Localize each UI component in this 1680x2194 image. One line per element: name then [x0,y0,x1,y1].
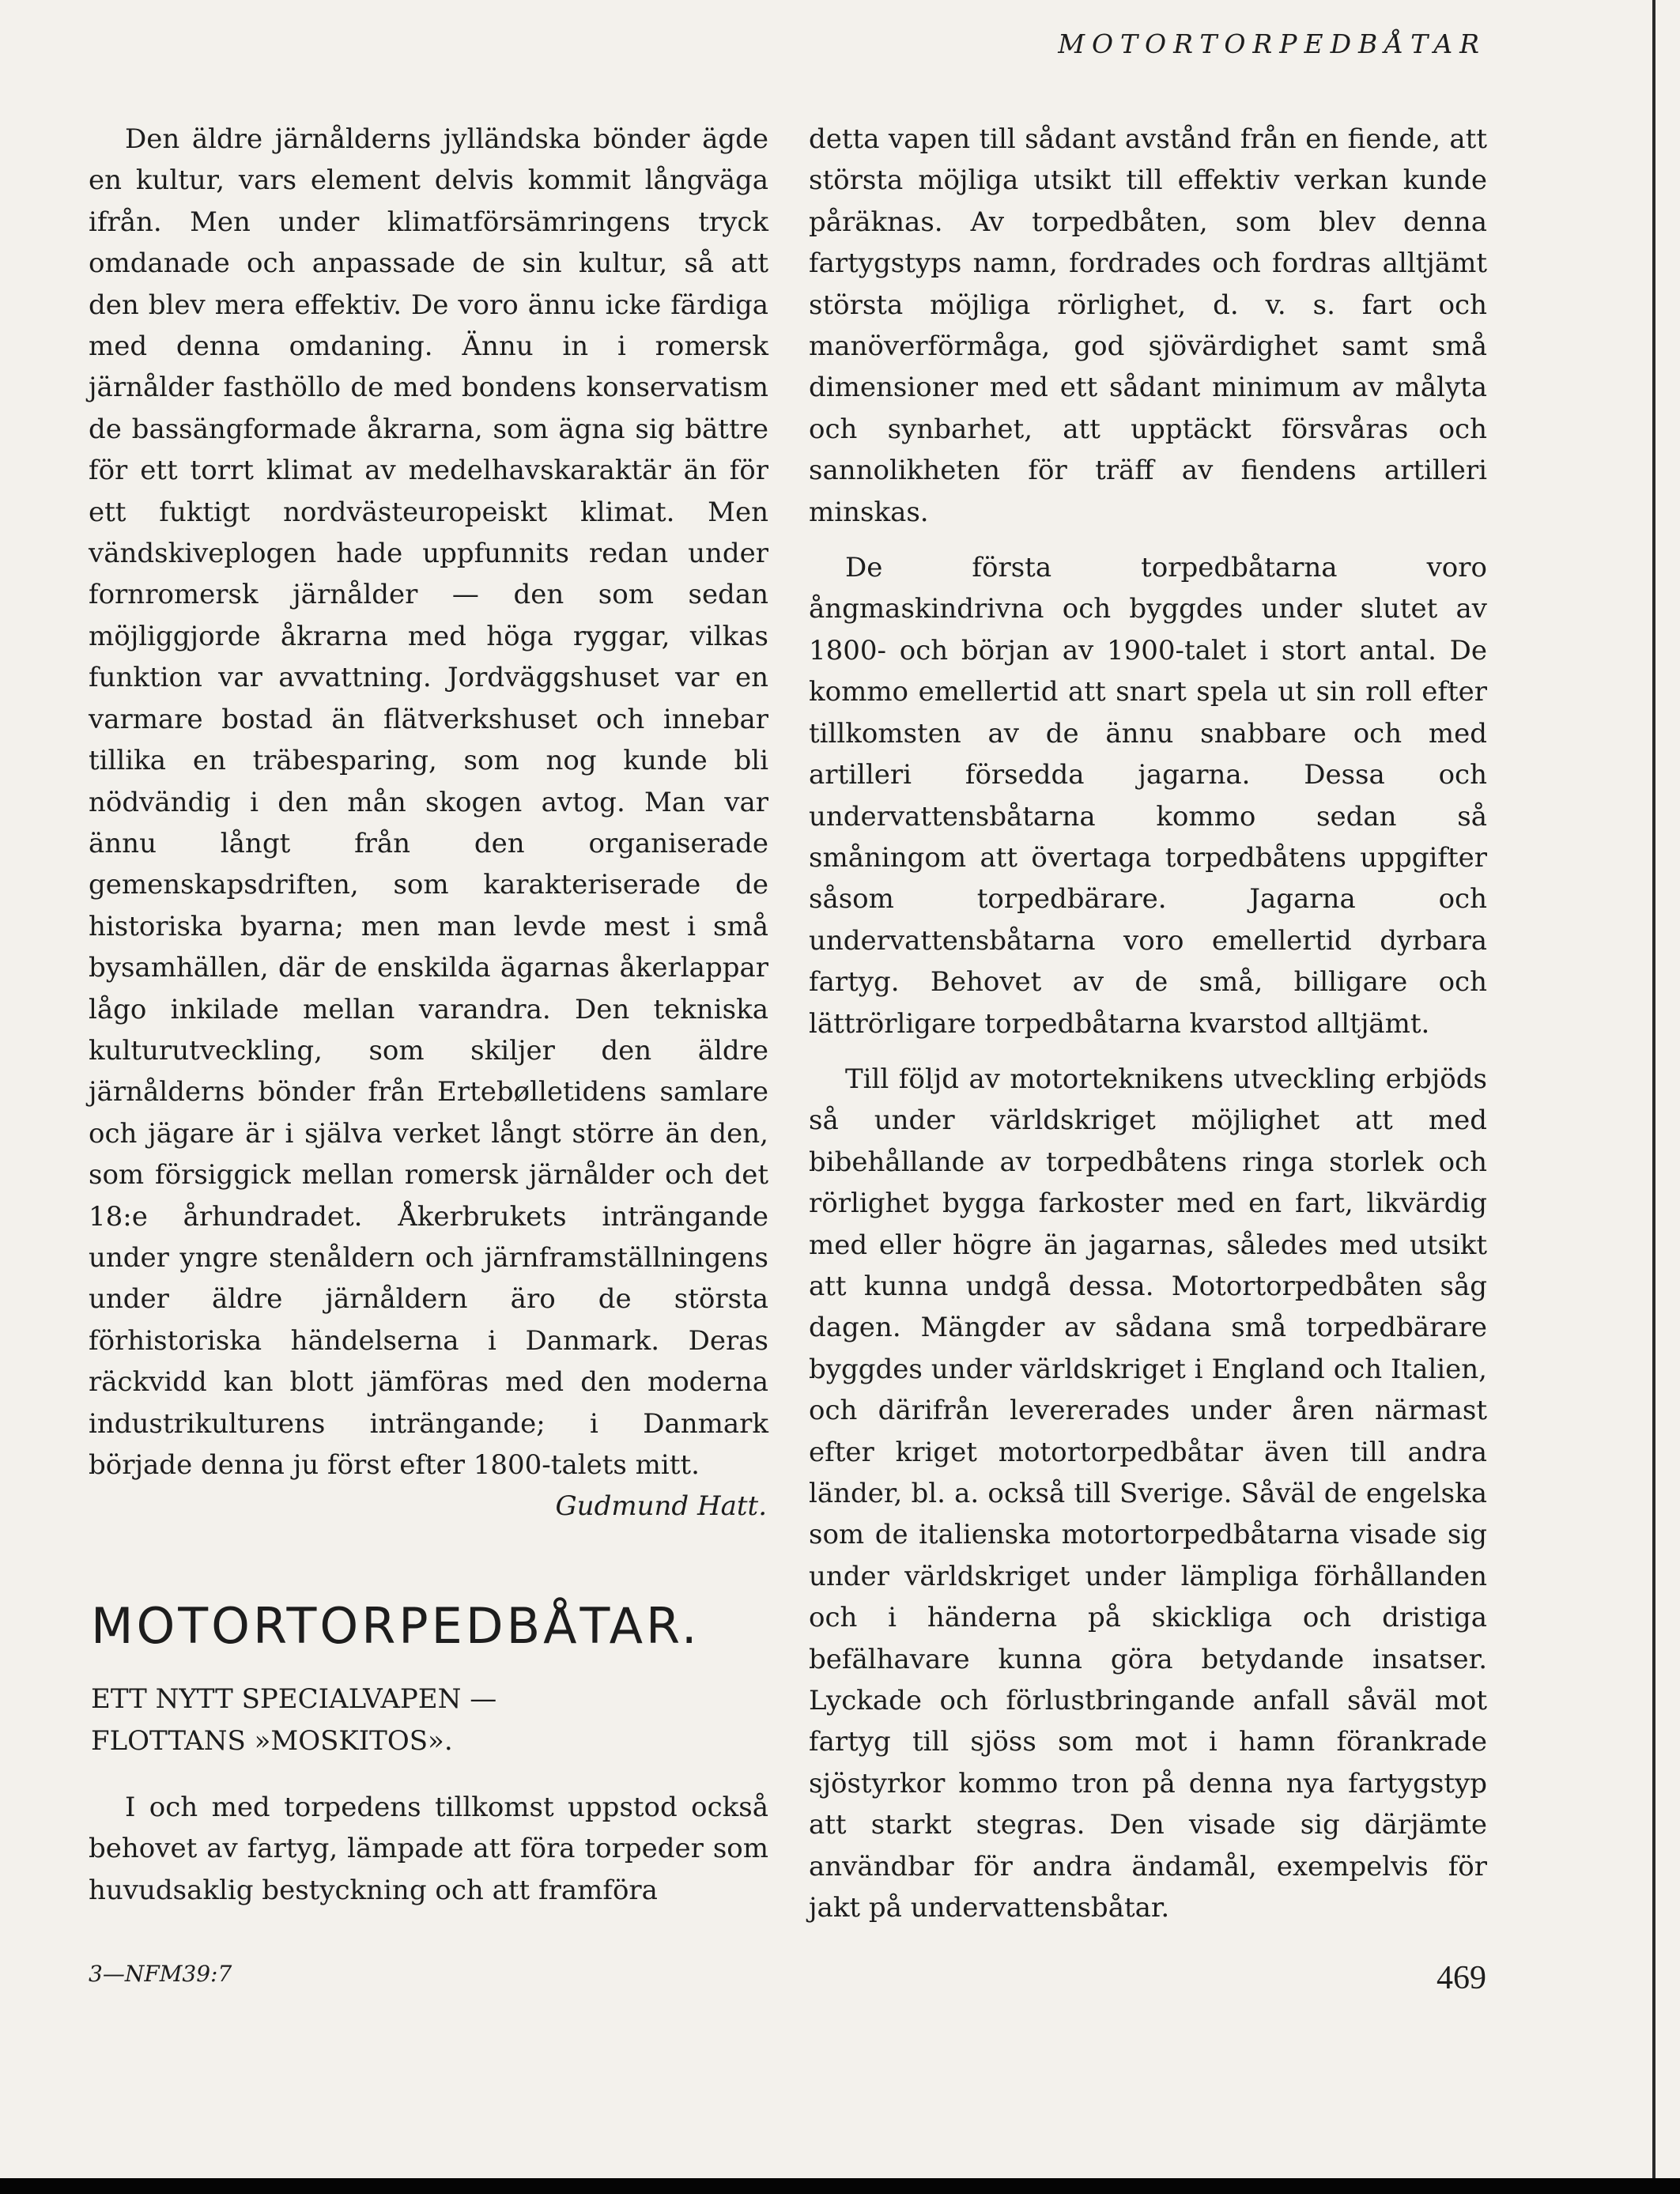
section-subtitle-line-1: ETT NYTT SPECIALVAPEN — [91,1683,497,1715]
page-number: 469 [1436,1960,1486,1996]
section-intro [89,1787,768,1911]
right-paragraph-1: detta vapen till sådant avstånd från en fiende, att största möjliga utsikt till effektiv verkan kunde påräknas. Av torpedbåten, som blev denna fartygstyps namn, fordrades och fordras alltjämt största möjliga rörlighet, d. v. s. fart och manöverförmåga, god sjövärdighet samt små dimensioner med ett sådant minimum av målyta och synbarhet, att upptäckt försvåras och sannolikheten för träff av fiendens artilleri minskas. [809,123,1487,528]
left-column [89,119,768,1486]
author-signature: Gudmund Hatt. [555,1490,767,1522]
running-head: MOTORTORPEDBÅTAR [1058,28,1486,59]
section-subtitle-line-2: FLOTTANS »MOSKITOS». [91,1725,453,1757]
right-paragraph-3: Till följd av motorteknikens utveckling erbjöds så under världskriget möjlighet att med bibehållande av torpedbåtens ringa storlek och rörlighet bygga farkoster med en fart, likvärdig med eller högre än jagarnas, således med utsikt att kunna undgå dessa. Motortorpedbåten såg dagen. Mängder av sådana små torpedbärare byggdes under världskriget i England och Italien, och därifrån levererades under åren närmast efter kriget motortorpedbåtar även till andra länder, bl. a. också till Sverige. Såväl de engelska som de italienska motortorpedbåtarna visade sig under världskriget under lämpliga förhållanden och i händerna på skickliga och dristiga befälhavare kunna göra betydande insatser. Lyckade och förlustbringande anfall såväl mot fartyg till sjöss som mot i hamn förankrade sjöstyrkor kommo tron på denna nya fartygstyp att starkt stegras. Den visade sig därjämte användbar för andra ändamål, exempelvis för jakt på undervattensbåtar. [809,1063,1487,1924]
left-paragraph-1: Den äldre järnålderns jylländska bönder ägde en kultur, vars element delvis kommit långväga ifrån. Men under klimatförsämringens tryck omdanade och anpassade de sin kultur, så att den blev mera effektiv. De voro ännu icke färdiga med denna omdaning. Ännu in i romersk järnålder fasthöllo de med bondens konservatism de bassängformade åkrarna, som ägna sig bättre för ett torrt klimat av medelhavskaraktär än för ett fuktigt nordvästeuropeiskt klimat. Men vändskiveplogen hade uppfunnits redan under fornromersk järnålder — den som sedan möjliggjorde åkrarna med höga ryggar, vilkas funktion var avvattning. Jordväggshuset var en varmare bostad än flätverkshuset och innebar tillika en träbesparing, som nog kunde bli nödvändig i den mån skogen avtog. Man var ännu långt från den organiserade gemenskapsdriften, som karakteriserade de historiska byarna; men man levde mest i små bysamhällen, där de enskilda ägarnas åkerlappar lågo inkilade mellan varandra. Den tekniska kulturutveckling, som skiljer den äldre järnålderns bönder från Ertebølletidens samlare och jägare är i själva verket långt större än den, som försiggick mellan romersk järnålder och det 18:e århundradet. Åkerbrukets inträngande under yngre stenåldern och järnframställningens under äldre järnåldern äro de största förhistoriska händelserna i Danmark. Deras räckvidd kan blott jämföras med den moderna industrikulturens inträngande; i Danmark började denna ju först efter 1800-talets mitt. [89,123,768,1481]
scan-border [0,2178,1680,2194]
section-subtitle [91,1679,771,1762]
right-paragraph-2: De första torpedbåtarna voro ångmaskindrivna och byggdes under slutet av 1800- och början av 1900-talet i stort antal. De kommo emellertid att snart spela ut sin roll efter tillkomsten av de ännu snabbare och med artilleri försedda jagarna. Dessa och undervattensbåtarna kommo sedan så småningom att övertaga torpedbåtens uppgifter såsom torpedbärare. Jagarna och undervattensbåtarna voro emellertid dyrbara fartyg. Behovet av de små, billigare och lättrörligare torpedbåtarna kvarstod alltjämt. [809,552,1487,1040]
section-title: MOTORTORPEDBÅTAR. [91,1597,700,1655]
section-intro-paragraph: I och med torpedens tillkomst uppstod också behovet av fartyg, lämpade att föra torpeder som huvudsaklig bestyckning och att framföra [89,1792,768,1906]
page-edge-shadow [1652,0,1655,2178]
right-column [809,119,1487,1928]
printer-signature-mark: 3—NFM39:7 [89,1961,232,1987]
